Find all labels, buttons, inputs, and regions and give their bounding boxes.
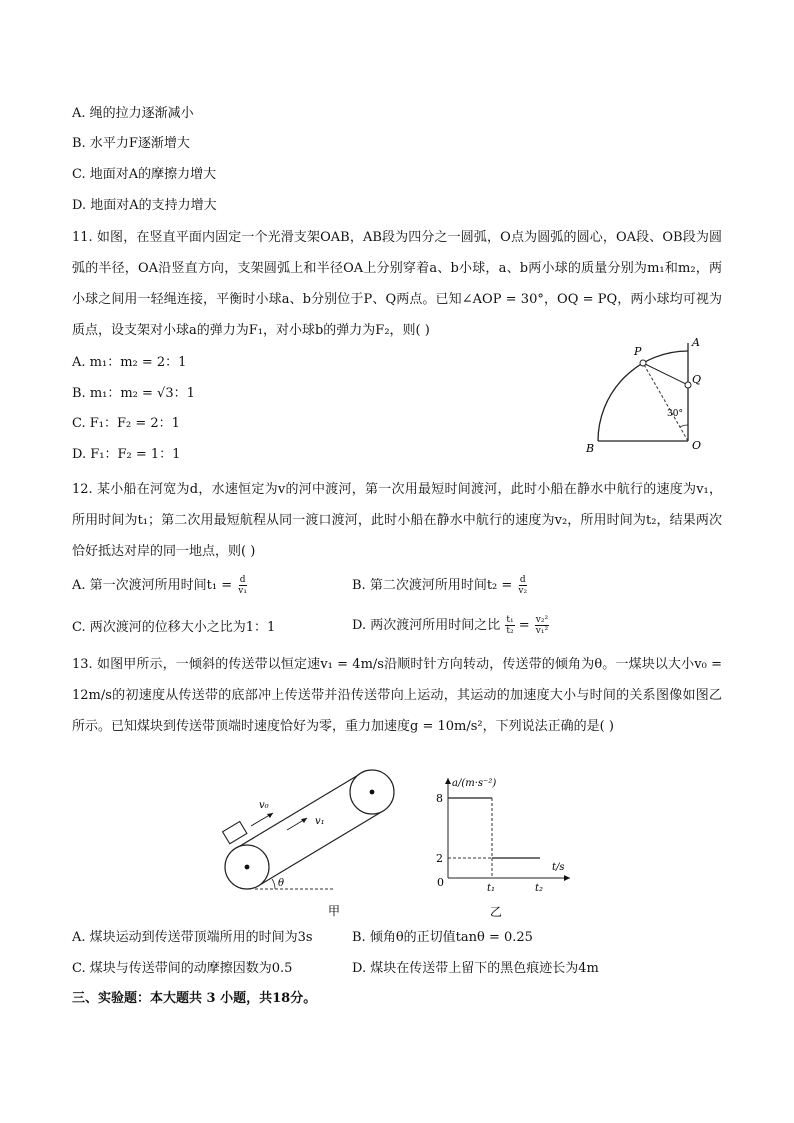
q12-option-b-text: B. 第二次渡河所用时间t₂ = — [352, 578, 513, 593]
label-v0: v₀ — [259, 800, 269, 811]
q12-option-b — [352, 575, 528, 596]
fraction-numerator: d — [239, 575, 246, 585]
q13-figure-jia — [215, 768, 415, 920]
y-axis-label: a/(m·s⁻²) — [452, 778, 497, 789]
q13-option-c: C. 煤块与传送带间的动摩擦因数为0.5 — [72, 961, 293, 976]
q12-option-d — [352, 615, 549, 636]
q10-option-c: C. 地面对A的摩擦力增大 — [72, 167, 217, 182]
q13-figure-yi-chart — [420, 770, 580, 920]
y-tick-label: 8 — [436, 792, 443, 805]
q10-option-b: B. 水平力F逐渐增大 — [72, 136, 190, 151]
label-angle: 30° — [667, 409, 683, 419]
label-v1: v₁ — [315, 816, 325, 827]
caption-yi: 乙 — [490, 905, 503, 919]
label-P: P — [634, 345, 642, 358]
fraction-denominator: v₂ — [518, 586, 528, 596]
caption-jia: 甲 — [328, 904, 341, 918]
label-O: O — [692, 439, 702, 452]
y-tick-label: 2 — [436, 852, 443, 865]
q13-stem: 13. 如图甲所示，一倾斜的传送带以恒定速v₁ = 4m/s沿顺时针方向转动，传送带的倾角为θ。一煤块以大小v₀ = 12m/s的初速度从传送带的底部冲上传送带并沿传送带向上运动，其运动的加速度大小与时间的关系图像如图乙所示。已知煤块到传送带顶端时速度恰好为零，重力加速度g = 10m/s²，下列说法正确的是( ) — [72, 657, 722, 734]
q11-figure — [570, 333, 710, 455]
fraction-numerator: t₁ — [506, 615, 514, 625]
q12-option-a-fraction — [237, 575, 248, 596]
equals-sign: = — [518, 618, 530, 633]
q12-option-b-fraction — [517, 575, 528, 596]
q12-option-d-right-fraction — [535, 615, 549, 636]
x-tick-label: t₂ — [535, 883, 544, 894]
x-axis-label: t/s — [552, 862, 565, 873]
label-theta: θ — [278, 878, 285, 889]
q13-option-a: A. 煤块运动到传送带顶端所用的时间为3s — [72, 930, 313, 945]
fraction-denominator: v₁ — [238, 586, 247, 596]
q12-option-d-text: D. 两次渡河所用时间之比 — [352, 618, 501, 633]
q13-option-b: B. 倾角θ的正切值tanθ = 0.25 — [352, 930, 533, 945]
q12-option-a — [72, 575, 248, 596]
q12-option-d-left-fraction — [505, 615, 514, 636]
fraction-denominator: v₁² — [535, 626, 549, 636]
q11-option-d: D. F₁：F₂ = 1：1 — [72, 447, 181, 462]
section-heading: 三、实验题：本大题共 3 小题，共18分。 — [72, 991, 317, 1006]
q11-option-c: C. F₁：F₂ = 2：1 — [72, 416, 180, 431]
q11-stem: 11. 如图，在竖直平面内固定一个光滑支架OAB，AB段为四分之一圆弧，O点为圆弧的圆心，OA段、OB段为圆弧的半径，OA沿竖直方向，支架圆弧上和半径OA上分别穿着a、b小球，a、b两小球的质量分别为m₁和m₂，两小球之间用一轻绳连接，平衡时小球a、b分别位于P、Q两点。已知∠AOP = 30°，OQ = PQ，两小球均可视为质点，设支架对小球a的弹力为F₁，对小球b的弹力为F₂，则( ) — [72, 230, 722, 338]
fraction-numerator: v₂² — [535, 615, 549, 625]
label-Q: Q — [692, 373, 702, 386]
label-B: B — [586, 442, 595, 455]
q10-option-a: A. 绳的拉力逐渐减小 — [72, 106, 194, 121]
fraction-numerator: d — [519, 575, 526, 585]
q11-option-a: A. m₁：m₂ = 2：1 — [72, 355, 187, 370]
q11-option-b: B. m₁：m₂ = √3：1 — [72, 386, 195, 401]
q12-option-a-text: A. 第一次渡河所用时间t₁ = — [72, 578, 233, 593]
q12-option-c: C. 两次渡河的位移大小之比为1：1 — [72, 620, 276, 635]
fraction-denominator: t₂ — [506, 626, 514, 636]
x-tick-label: t₁ — [487, 883, 496, 894]
q13-option-d: D. 煤块在传送带上留下的黑色痕迹长为4m — [352, 961, 599, 976]
q12-stem: 12. 某小船在河宽为d，水速恒定为v的河中渡河，第一次用最短时间渡河，此时小船在静水中航行的速度为v₁，所用时间为t₁；第二次用最短航程从同一渡口渡河，此时小船在静水中航行的速度为v₂，所用时间为t₂，结果两次恰好抵达对岸的同一地点，则( ) — [72, 482, 722, 559]
origin-label: 0 — [437, 876, 444, 889]
q10-option-d: D. 地面对A的支持力增大 — [72, 198, 217, 213]
label-A: A — [692, 336, 700, 349]
